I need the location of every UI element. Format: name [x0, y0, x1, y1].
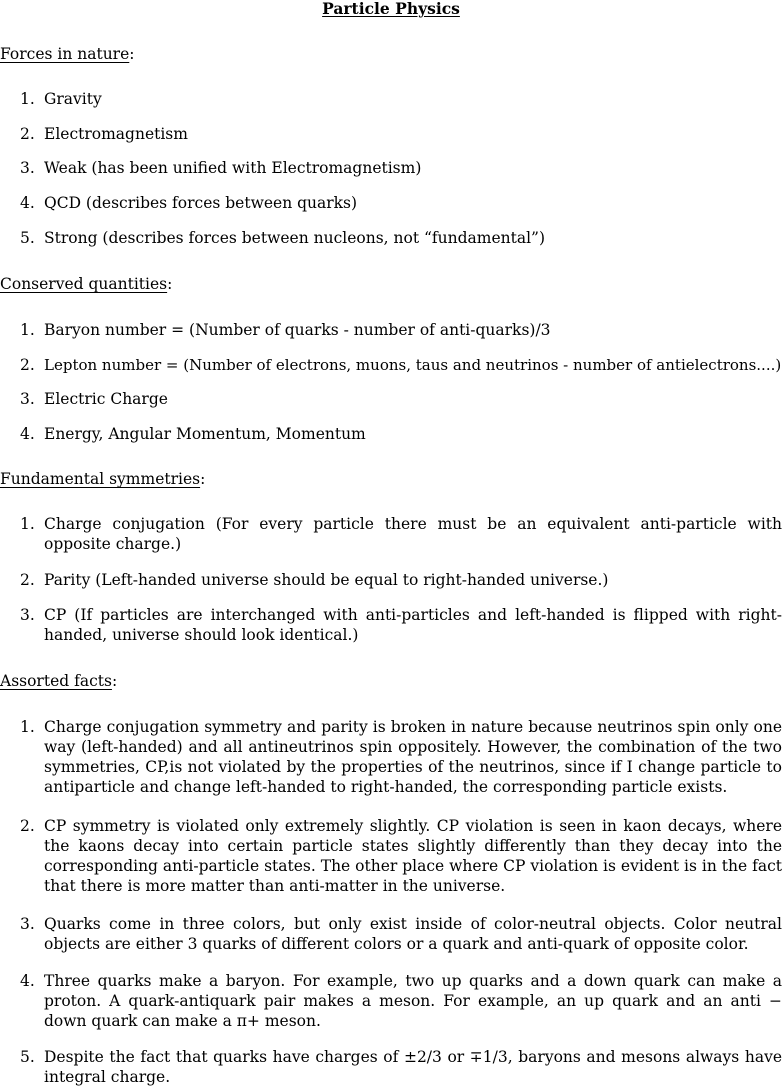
page-title [0, 0, 782, 18]
document-page: Particle Physics Forces in nature: 1. Gravity 2. Electromagnetism 3. Weak (has been unified with Electromagnetism) 4. QCD (describes forces between quarks) 5. Strong (describes forces between nucleons, not “fundamental”) Conserved quantities: 1. Baryon number = (Number of quarks - number of anti-quarks)/3 2. Lepton number = (Number of electrons, muons, taus and neutrinos - number of antielectrons....) 3. Electric Charge 4. Energy, Angular Momentum, Momentum Fundamental symmetries: 1. Charge conjugation (For every particle there must be an equivalent anti-particle with opposite charge.) 2. Parity (Left-handed universe should be equal to right-handed universe.) 3. CP (If particles are interchanged with anti-particles and left-handed is flipped with right-handed, universe should look identical.) Assorted facts: 1. Charge conjugation symmetry and parity is broken in nature because neutrinos spin only one way (left-handed) and all antineutrinos spin oppositely. However, the combination of the two symmetries, CP,is not violated by the properties of the neutrinos, since if I change particle to antiparticle and change left-handed to right-handed, the corresponding particle exists. 2. CP symmetry is violated only extremely slightly. CP violation is seen in kaon decays, where the kaons decay into certain particle states slightly differently than they decay into the corresponding anti-particle states. The other place where CP violation is evident is in the fact that there is more matter than anti-matter in the universe. 3. Quarks come in three colors, but only exist inside of color-neutral objects. Color neutral objects are either 3 quarks of different colors or a quark and anti-quark of opposite color. 4. Three quarks make a baryon. For example, two up quarks and a down quark can make a proton. A quark-antiquark pair makes a meson. For example, an up quark and an anti − down quark can make a π+ meson. 5. Despite the fact that quarks have charges of ±2/3 or ∓1/3, baryons and mesons always have integral charge. [0, 0, 782, 1086]
section-heading-symmetries: Fundamental symmetries: [0, 470, 206, 488]
section-heading-conserved: Conserved quantities: [0, 275, 173, 293]
page-title-text: Particle Physics [322, 0, 460, 18]
section-heading-facts: Assorted facts: [0, 672, 118, 690]
section-heading-forces: Forces in nature: [0, 45, 135, 63]
